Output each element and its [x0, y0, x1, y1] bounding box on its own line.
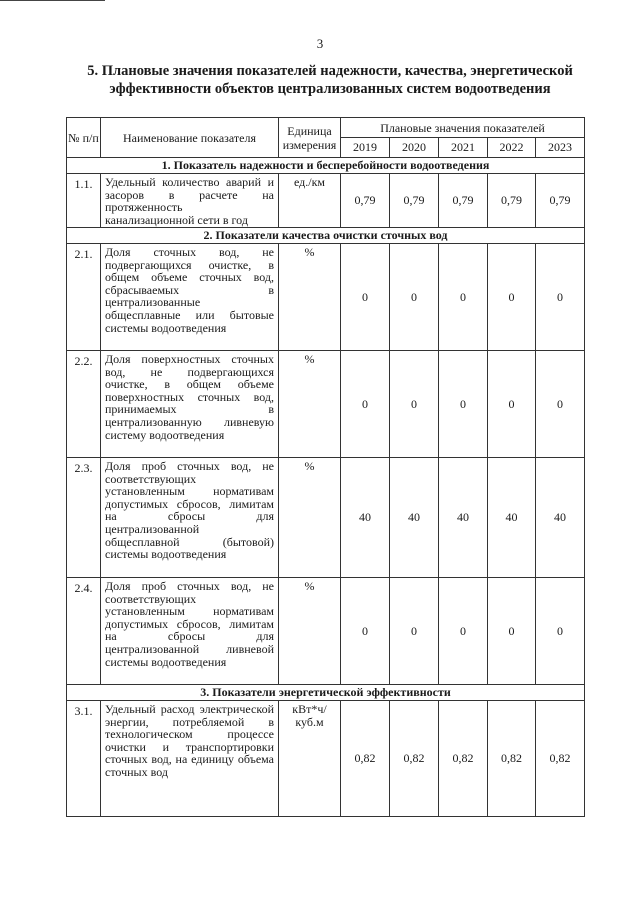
- header-row: [67, 118, 585, 138]
- value-cell: 0: [439, 244, 488, 351]
- row-number: 2.4.: [67, 578, 101, 685]
- table-row: [67, 578, 585, 685]
- value-cell: 0: [488, 578, 536, 685]
- value-cell: 0: [390, 351, 439, 458]
- value-cell: 40: [439, 458, 488, 578]
- unit: кВт*ч/ куб.м: [279, 701, 341, 817]
- row-number: 2.3.: [67, 458, 101, 578]
- row-number: 2.1.: [67, 244, 101, 351]
- value-cell: 0,79: [536, 174, 585, 228]
- value-cell: 0: [536, 244, 585, 351]
- value-cell: 0: [488, 351, 536, 458]
- value-cell: 0: [390, 578, 439, 685]
- indicator-name: Доля сточных вод, не подвергающихся очистке, в общем объеме сточных вод, сбрасываемых в централизованные общесплавные или бытовые системы водоотведения: [101, 244, 279, 351]
- value-cell: 0: [341, 351, 390, 458]
- value-cell: 0,82: [390, 701, 439, 817]
- row-number: 3.1.: [67, 701, 101, 817]
- unit: %: [279, 578, 341, 685]
- header-name: Наименование показателя: [101, 118, 279, 158]
- value-cell: 40: [341, 458, 390, 578]
- value-cell: 0,79: [390, 174, 439, 228]
- value-cell: 0,79: [341, 174, 390, 228]
- row-number: 2.2.: [67, 351, 101, 458]
- header-plan: Плановые значения показателей: [341, 118, 585, 138]
- indicator-name: Удельный количество аварий и засоров в расчете на протяженность канализационной сети в год: [101, 174, 279, 228]
- section-row: [67, 228, 585, 244]
- row-number: 1.1.: [67, 174, 101, 228]
- header-year: 2021: [439, 138, 488, 158]
- title-line-2: эффективности объектов централизованных систем водоотведения: [109, 81, 551, 97]
- page-title: [70, 62, 590, 98]
- header-year: 2023: [536, 138, 585, 158]
- value-cell: 0,82: [439, 701, 488, 817]
- indicator-name: Доля проб сточных вод, не соответствующих установленным нормативам допустимых сбросов, лимитам на сбросы для централизованной общесплавной (бытовой) системы водоотведения: [101, 458, 279, 578]
- unit: ед./км: [279, 174, 341, 228]
- value-cell: 0,79: [439, 174, 488, 228]
- value-cell: 0: [341, 578, 390, 685]
- value-cell: 0: [439, 578, 488, 685]
- header-year: 2022: [488, 138, 536, 158]
- indicators-table: [66, 117, 585, 817]
- value-cell: 40: [488, 458, 536, 578]
- table-row: [67, 244, 585, 351]
- value-cell: 0: [390, 244, 439, 351]
- table-row: [67, 351, 585, 458]
- header-num: № п/п: [67, 118, 101, 158]
- header-year: 2019: [341, 138, 390, 158]
- header-year: 2020: [390, 138, 439, 158]
- value-cell: 0,82: [488, 701, 536, 817]
- value-cell: 0,79: [488, 174, 536, 228]
- value-cell: 0,82: [536, 701, 585, 817]
- table-row: [67, 701, 585, 817]
- indicator-name: Доля поверхностных сточных вод, не подвергающихся очистке, в общем объеме поверхностных сточных вод, принимаемых в централизованную ливневую систему водоотведения: [101, 351, 279, 458]
- value-cell: 40: [536, 458, 585, 578]
- section-row: [67, 158, 585, 174]
- title-line-1: 5. Плановые значения показателей надежности, качества, энергетической: [87, 63, 573, 79]
- indicator-name: Удельный расход электрической энергии, потребляемой в технологическом процессе очистки и транспортировки сточных вод, на единицу объема сточных вод: [101, 701, 279, 817]
- value-cell: 0: [439, 351, 488, 458]
- header-unit: Единица измерения: [279, 118, 341, 158]
- unit: %: [279, 244, 341, 351]
- value-cell: 0: [488, 244, 536, 351]
- value-cell: 0: [536, 578, 585, 685]
- section-title: 3. Показатели энергетической эффективности: [67, 685, 585, 701]
- section-title: 2. Показатели качества очистки сточных вод: [67, 228, 585, 244]
- value-cell: 0: [341, 244, 390, 351]
- top-rule: [0, 0, 105, 1]
- section-title: 1. Показатель надежности и бесперебойности водоотведения: [67, 158, 585, 174]
- value-cell: 40: [390, 458, 439, 578]
- section-row: [67, 685, 585, 701]
- value-cell: 0: [536, 351, 585, 458]
- unit: %: [279, 351, 341, 458]
- unit: %: [279, 458, 341, 578]
- table-row: [67, 458, 585, 578]
- table-row: [67, 174, 585, 228]
- indicator-name: Доля проб сточных вод, не соответствующих установленным нормативам допустимых сбросов, лимитам на сбросы для централизованной ливневой системы водоотведения: [101, 578, 279, 685]
- page-number: 3: [316, 36, 324, 51]
- value-cell: 0,82: [341, 701, 390, 817]
